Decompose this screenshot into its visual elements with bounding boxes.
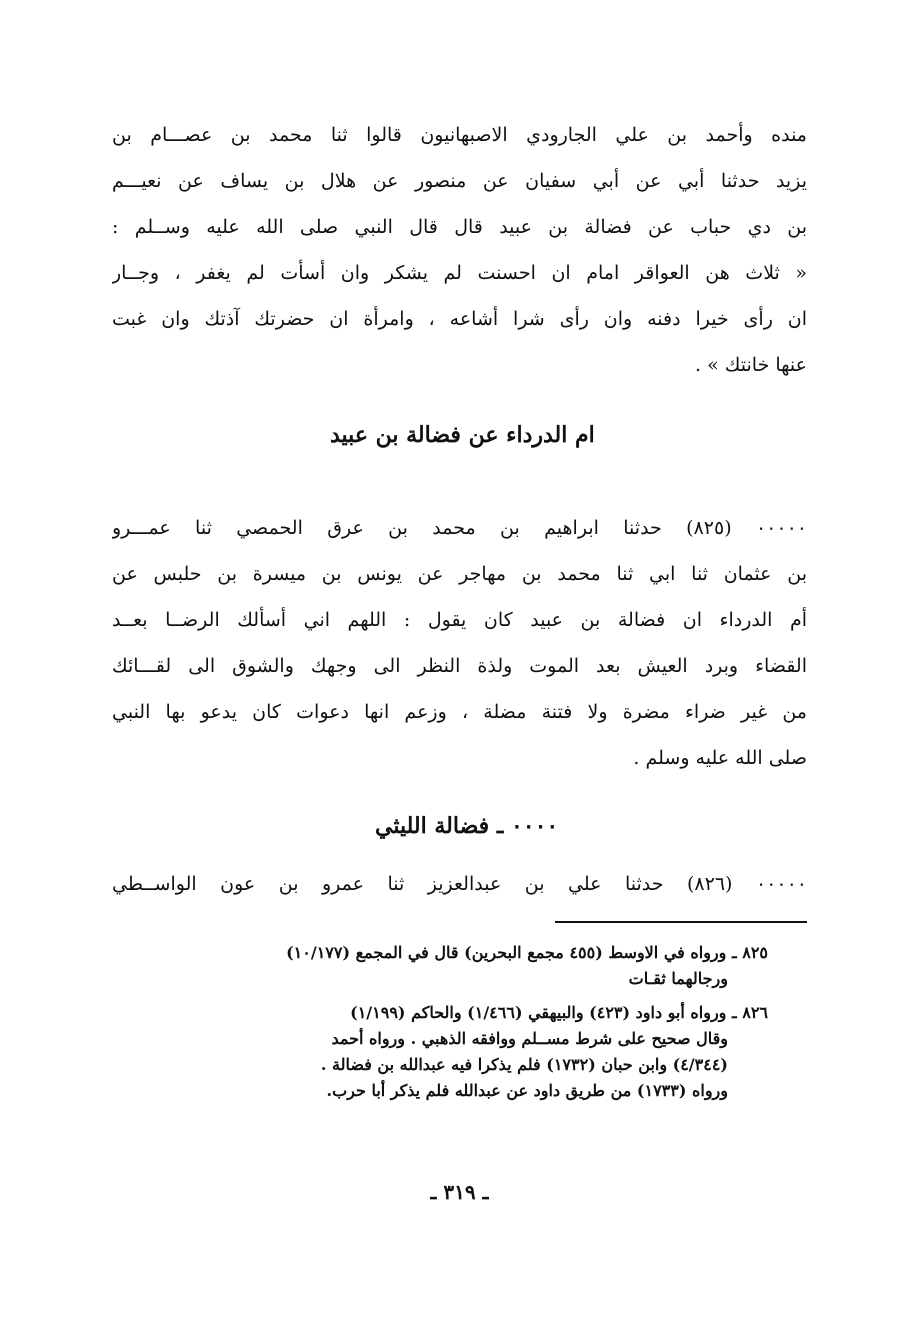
text-line: القضاء وبرد العيش بعد الموت ولذة النظر الى وجهك والشوق الى لقـــائك [112,655,807,677]
paragraph-hadith-826 [112,861,807,907]
text-line: عنها خانتك » . [695,354,807,376]
footnote-line: (٤/٣٤٤) وابن حبان (١٧٣٢) فلم يذكرا فيه عبدالله بن فضالة . [320,1055,728,1074]
text-line: من غير ضراء مضرة ولا فتنة مضلة ، وزعم انها دعوات كان يدعو بها النبي [112,701,807,723]
text-line: ٠٠٠٠٠ (٨٢٥) حدثنا ابراهيم بن محمد بن عرق الحمصي ثنا عمـــرو [112,517,807,539]
page-number: ـ ٣١٩ ـ [430,1180,489,1204]
footnote-line: ورجالهما ثقـات [628,969,728,988]
footnote-line: ٨٢٥ ـ ورواه في الاوسط (٤٥٥ مجمع البحرين) قال في المجمع (١٠/١٧٧) [286,943,768,962]
footnote-line: ورواه (١٧٣٣) من طريق داود عن عبدالله فلم يذكر أبا حرب. [326,1081,728,1100]
footnote-line: وقال صحيح على شرط مســلم ووافقه الذهبي . ورواه أحمد [331,1029,728,1048]
text-line: بن دي حباب عن فضالة بن عبيد قال قال النبي صلى الله عليه وســلم : [112,216,807,238]
text-line: ٠٠٠٠٠ (٨٢٦) حدثنا علي بن عبدالعزيز ثنا عمرو بن عون الواســطي [112,873,807,895]
footnote-divider [555,921,807,923]
section-heading: ام الدرداء عن فضالة بن عبيد [330,422,595,448]
text-line: « ثلاث هن العواقر امام ان احسنت لم يشكر وان أسأت لم يغفر ، وجــار [112,262,807,284]
footnote-826 [118,1000,768,1104]
paragraph-hadith-824-continuation [112,112,807,388]
text-line: يزيد حدثنا أبي عن أبي سفيان عن منصور عن هلال بن يساف عن نعيـــم [112,170,807,192]
text-line: أم الدرداء ان فضالة بن عبيد كان يقول : اللهم اني أسألك الرضــا بعــد [112,609,807,631]
text-line: منده وأحمد بن علي الجارودي الاصبهانيون قالوا ثنا محمد بن عصـــام بن [112,124,807,146]
footnote-line: ٨٢٦ ـ ورواه أبو داود (٤٢٣) والبيهقي (١/٤٦٦) والحاكم (١/١٩٩) [350,1003,768,1022]
footnote-825 [118,940,768,992]
text-line: بن عثمان ثنا ابي ثنا محمد بن مهاجر عن يونس بن ميسرة بن حلبس عن [112,563,807,585]
section-heading: ٠٠٠٠ ـ فضالة الليثي [375,813,559,839]
paragraph-hadith-825 [112,505,807,781]
text-line: صلى الله عليه وسلم . [633,747,807,769]
text-line: ان رأى خيرا دفنه وان رأى شرا أشاعه ، وامرأة ان حضرتك آذتك وان غبت [112,308,807,330]
